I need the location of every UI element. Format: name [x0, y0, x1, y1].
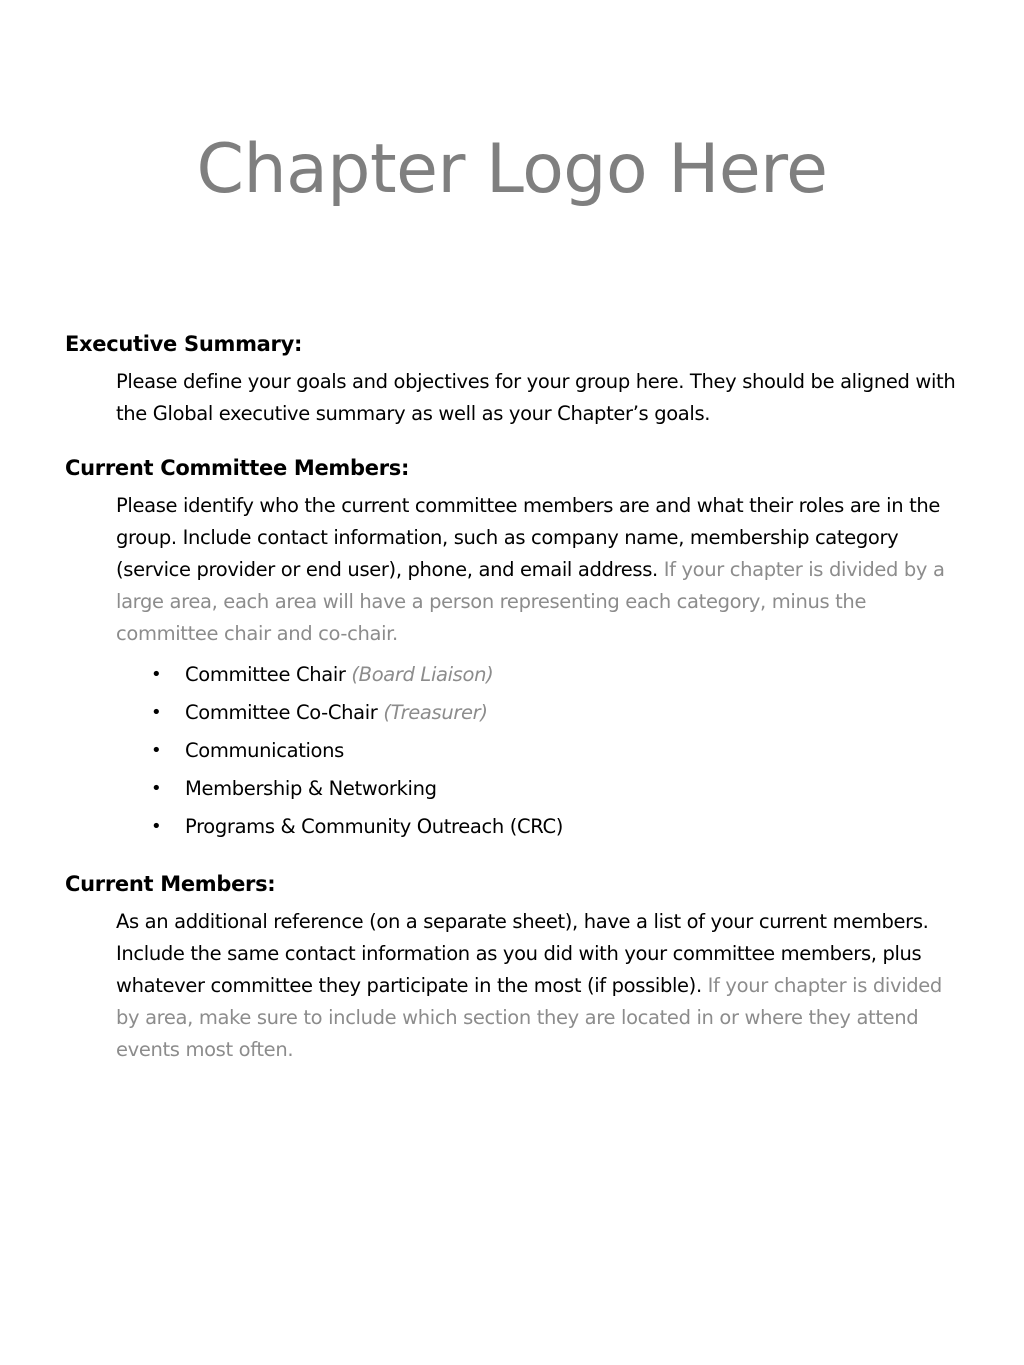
current-members-heading: Current Members:: [65, 872, 276, 896]
role-sublabel: (Board Liaison): [351, 663, 494, 686]
current-members-note: If your chapter is divided by area, make sure to include which section they are located in or where they attend events most often.: [116, 974, 942, 1061]
document-content: [65, 328, 965, 1088]
current-members-text: As an additional reference (on a separate sheet), have a list of your current members. Include the same contact information as you did with your committee members, plus whatever committee they participate in the most (if possible).: [116, 910, 929, 997]
bullet-icon: •: [151, 740, 162, 761]
role-label: Programs & Community Outreach (CRC): [185, 815, 564, 838]
current-members-paragraph: [116, 906, 961, 1066]
role-label: Membership & Networking: [185, 777, 437, 800]
list-item: [151, 656, 965, 694]
role-sublabel: (Treasurer): [383, 701, 488, 724]
committee-members-heading: Current Committee Members:: [65, 456, 410, 480]
role-label: Committee Co-Chair: [185, 701, 378, 724]
bullet-icon: •: [151, 816, 162, 837]
list-item: [151, 808, 965, 846]
committee-members-paragraph: [116, 490, 961, 650]
committee-members-section: [65, 452, 965, 846]
list-item: [151, 694, 965, 732]
committee-members-note: If your chapter is divided by a large area, each area will have a person representing each category, minus the committee chair and co-chair.: [116, 558, 945, 645]
bullet-icon: •: [151, 702, 162, 723]
executive-summary-heading: Executive Summary:: [65, 332, 303, 356]
current-members-section: [65, 868, 965, 1066]
executive-summary-text: Please define your goals and objectives for your group here. They should be aligned with the Global executive summary as well as your Chapter’s goals.: [116, 370, 956, 425]
chapter-logo-placeholder: Chapter Logo Here: [196, 130, 828, 209]
committee-roles-list: [151, 656, 965, 846]
role-label: Committee Chair: [185, 663, 346, 686]
bullet-icon: •: [151, 664, 162, 685]
list-item: [151, 770, 965, 808]
role-label: Communications: [185, 739, 344, 762]
list-item: [151, 732, 965, 770]
bullet-icon: •: [151, 778, 162, 799]
executive-summary-section: [65, 328, 965, 430]
committee-members-text: Please identify who the current committee members are and what their roles are in the group. Include contact information, such as company name, membership category (service provider or end user), phone, and email address.: [116, 494, 941, 581]
